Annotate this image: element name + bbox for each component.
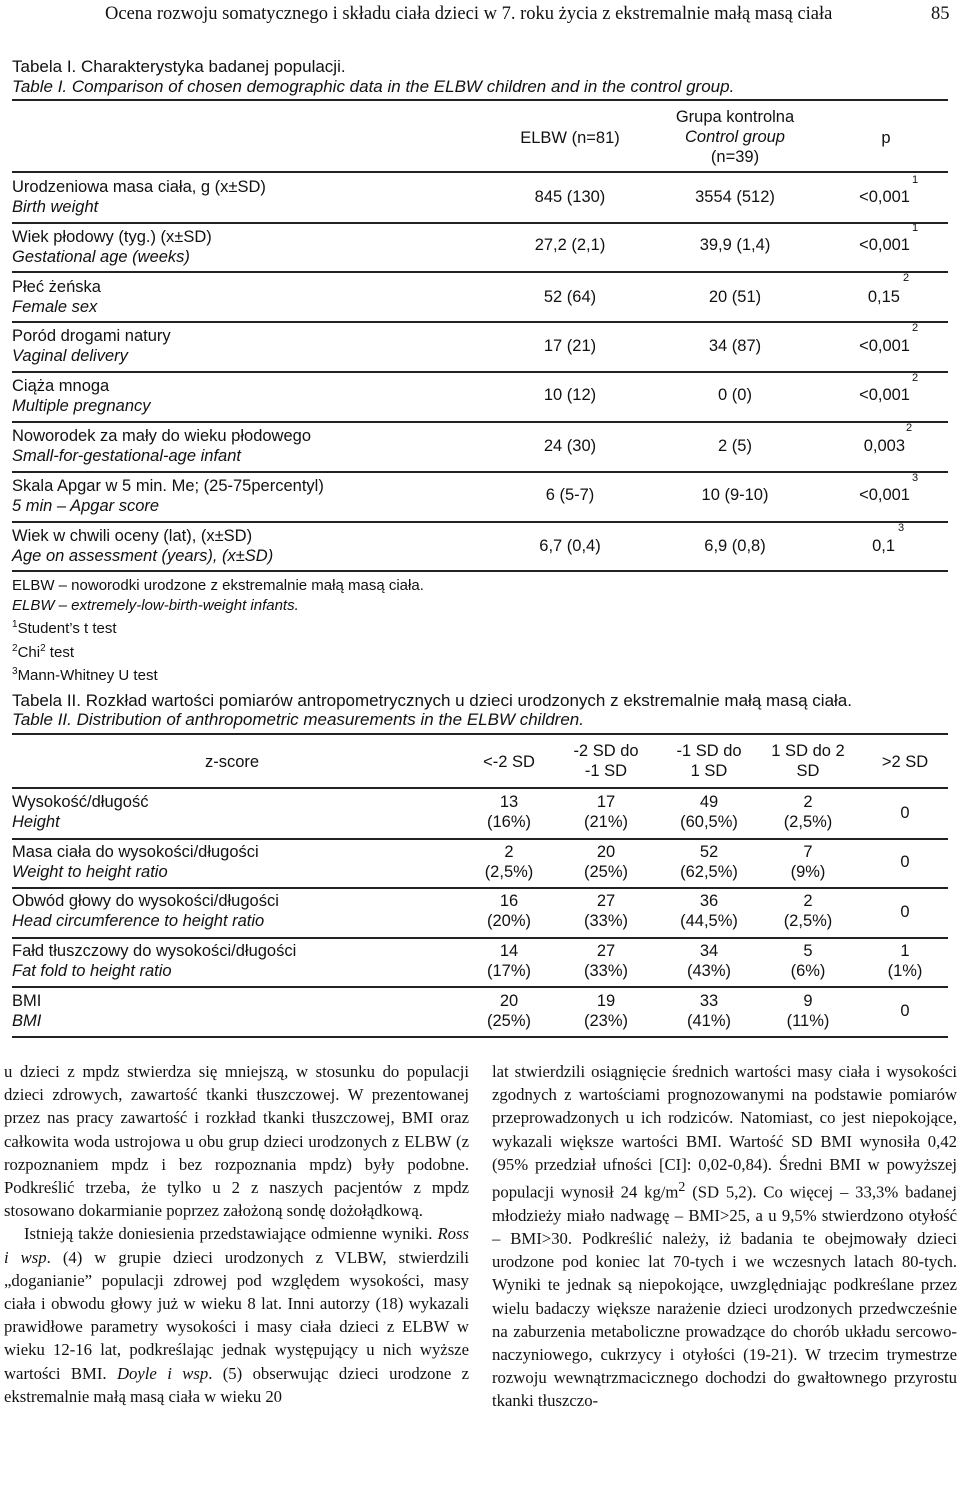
table1-cell-control: 0 (0) <box>718 386 752 404</box>
table2-cell <box>850 902 960 922</box>
row-label-en: Fat fold to height ratio <box>12 962 172 980</box>
row-label-en: Small-for-gestational-age infant <box>12 447 241 465</box>
footnote-text: Chi <box>17 643 41 661</box>
cell-percent: (25%) <box>486 1012 531 1030</box>
footnote-abbr-en: ELBW – extremely-low-birth-weight infants. <box>12 596 299 614</box>
cell-count: 19 <box>596 992 616 1010</box>
row-label-pl: Urodzeniowa masa ciała, g (x±SD) <box>12 178 266 196</box>
row-label-en: BMI <box>12 1012 42 1030</box>
table1-cell-control: 6,9 (0,8) <box>704 537 766 555</box>
table1-test-marker: 1 <box>912 222 919 234</box>
table2-caption-pl: Tabela II. Rozkład wartości pomiarów antropometrycznych u dzieci urodzonych z ekstremalnie małą masą ciała. <box>12 691 852 710</box>
cell-count: 2 <box>803 892 813 910</box>
table2-header-c5: >2 SD <box>881 753 929 771</box>
table2-cell <box>454 792 564 832</box>
cell-percent: (2,5%) <box>783 813 833 831</box>
cell-percent: (20%) <box>486 912 531 930</box>
header-line: -1 SD <box>584 762 628 780</box>
text-run: . (4) w grupie dzieci urodzonych z VLBW, stwierdzili „doganianie” populacji zdrowej pod względem wysokości, masy ciała i obwodu głowy już w wieku 8 lat. Inni autorzy (18) wykazali prawidłowe parametry wysokości i masy ciała dzieci z ELBW w wieku 12-16 lat, podkreślając jednak występujący u nich wyższe wartości BMI. <box>4 1247 469 1383</box>
cell-count: 0 <box>900 903 910 921</box>
table2-header-rule <box>12 787 948 789</box>
table2-cell <box>454 891 564 931</box>
table1-top-rule <box>12 99 948 101</box>
text-run: lat stwierdzili osiągnięcie średnich wartości masy ciała i wysokości zgodnych z wartościami prognozowanymi na podstawie pomiarów przeprowadzonych u ich rodziców. Natomiast, co jest niepokojące, wykazali większe wartości BMI. Wartość SD BMI wynosiła 0,42 (95% przedział ufności [CI]: 0,02-0,84). Średni BMI w powyższej populacji wynosił 24 kg/m <box>492 1062 957 1202</box>
cell-count: 14 <box>499 942 519 960</box>
table1-row-label <box>12 277 101 317</box>
table1-test-marker: 1 <box>912 174 919 186</box>
footnote-test-3 <box>12 662 424 686</box>
row-label-pl: Wiek płodowy (tyg.) (x±SD) <box>12 228 212 246</box>
table1-cell-p: 0,003 <box>863 437 905 455</box>
table1-test-marker: 3 <box>898 522 905 534</box>
table2-cell <box>753 792 863 832</box>
cell-percent: (6%) <box>790 962 826 980</box>
row-label-pl: BMI <box>12 992 42 1010</box>
table2-bottom-rule <box>12 1036 948 1038</box>
cell-count: 5 <box>803 942 813 960</box>
cell-count: 20 <box>499 992 519 1010</box>
text-run: . (5) obserwując dzieci urodzone z ekstremalnie małą masą ciała w wieku 20 <box>4 1363 470 1406</box>
row-label-en: Height <box>12 813 60 831</box>
header-line: 1 SD do 2 <box>771 742 845 760</box>
table2-row-rule <box>12 887 948 889</box>
footnote-marker: 3 <box>12 666 18 678</box>
cell-percent: (16%) <box>486 813 531 831</box>
table2-row-rule <box>12 937 948 939</box>
table1-row-label <box>12 326 171 366</box>
table1-header-p: p <box>881 129 891 147</box>
cell-count: 27 <box>596 892 616 910</box>
footnote-test-1 <box>12 615 424 639</box>
text-run: (SD 5,2). Co więcej – 33,3% badanej młodzieży miało nadwagę – BMI>25, a u 9,5% stwierdzono otyłość – BMI>30. Podkreślić należy, iż badania te obejmowały dzieci urodzone pod koniec lat 70-tych i we wczesnych latach 80-tych. Wyniki te jednak są niepokojące, uwzględniając podkreślane przez wielu badaczy większe narażenie dzieci urodzonych przedwcześnie na zaburzenia metaboliczne prowadzące do chorób układu sercowo-naczyniowego, cukrzycy i otyłości (19-21). W trzecim trymestrze rozwoju wewnątrzmacicznego dochodzi do gwałtownego przyrostu tkanki tłuszczo- <box>492 1182 957 1411</box>
cell-percent: (62,5%) <box>680 863 738 881</box>
header-line: SD <box>796 762 820 780</box>
cell-percent: (1%) <box>887 962 923 980</box>
row-label-en: Gestational age (weeks) <box>12 248 190 266</box>
running-title: Ocena rozwoju somatycznego i składu ciała dzieci w 7. roku życia z ekstremalnie małą masą ciała <box>105 4 833 24</box>
table1-cell-p: <0,001 <box>859 337 910 355</box>
body-column-right <box>492 1060 957 1413</box>
cell-percent: (33%) <box>583 912 628 930</box>
table2-cell <box>654 991 764 1031</box>
cell-count: 20 <box>596 843 616 861</box>
row-label-pl: Płeć żeńska <box>12 278 101 296</box>
cell-percent: (33%) <box>583 962 628 980</box>
table1-row-rule <box>12 471 948 473</box>
cell-count: 33 <box>699 992 719 1010</box>
cell-count: 34 <box>699 942 719 960</box>
page-number: 85 <box>931 4 950 24</box>
table2-header-c4 <box>753 741 863 781</box>
table1-cell-elbw: 27,2 (2,1) <box>534 236 606 254</box>
cell-count: 7 <box>803 843 813 861</box>
body-column-left <box>4 1060 469 1408</box>
table1-header-control-n: (n=39) <box>710 148 760 166</box>
row-label-en: Weight to height ratio <box>12 863 168 881</box>
table1-header-control-en: Control group <box>685 128 785 146</box>
table1-cell-elbw: 6,7 (0,4) <box>539 537 601 555</box>
table1-cell-control: 3554 (512) <box>695 188 775 206</box>
table2-cell <box>654 792 764 832</box>
row-label-en: 5 min – Apgar score <box>12 497 160 515</box>
table2-cell <box>654 842 764 882</box>
row-label-pl: Masa ciała do wysokości/długości <box>12 843 259 861</box>
table1-row-rule <box>12 271 948 273</box>
cell-percent: (25%) <box>583 863 628 881</box>
table1-cell-p: <0,001 <box>859 386 910 404</box>
table2-top-rule <box>12 733 948 735</box>
row-label-en: Head circumference to height ratio <box>12 912 265 930</box>
footnote-text: Mann-Whitney U test <box>17 667 158 685</box>
table1-test-marker: 3 <box>912 472 919 484</box>
table2-row-label <box>12 891 279 931</box>
table2-row-rule <box>12 986 948 988</box>
table1-cell-elbw: 24 (30) <box>543 437 597 455</box>
cell-percent: (2,5%) <box>783 912 833 930</box>
table1-cell-elbw: 10 (12) <box>543 386 597 404</box>
table1-cell-p: <0,001 <box>859 236 910 254</box>
cell-percent: (11%) <box>786 1012 830 1030</box>
cell-percent: (60,5%) <box>680 813 738 831</box>
row-label-pl: Fałd tłuszczowy do wysokości/długości <box>12 942 297 960</box>
table1-cell-control: 34 (87) <box>708 337 762 355</box>
table1-header-elbw: ELBW (n=81) <box>520 129 620 147</box>
table2-cell <box>850 803 960 823</box>
table2-cell <box>454 842 564 882</box>
table2-cell <box>753 991 863 1031</box>
table1-cell-p: 0,1 <box>872 537 895 555</box>
text-run: Istnieją także doniesienia przedstawiające odmienne wyniki. <box>24 1224 438 1244</box>
header-line: 1 SD <box>690 762 728 780</box>
table2-row-label <box>12 991 41 1031</box>
table1-header-rule <box>12 171 948 173</box>
table2-cell <box>551 792 661 832</box>
header-line: -1 SD do <box>676 742 742 760</box>
table2-cell <box>753 941 863 981</box>
table1-row-label <box>12 376 151 416</box>
table2-cell <box>654 891 764 931</box>
table2-header-c2 <box>551 741 661 781</box>
table1-cell-control: 2 (5) <box>718 437 752 455</box>
cell-count: 0 <box>900 804 910 822</box>
table1-header-control <box>655 107 815 167</box>
table1-caption-pl: Tabela I. Charakterystyka badanej populacji. <box>12 57 346 76</box>
table1-test-marker: 2 <box>903 272 910 284</box>
cell-count: 0 <box>900 853 910 871</box>
table2-cell <box>850 1001 960 1021</box>
table1-row-label <box>12 177 266 217</box>
table2-cell <box>551 991 661 1031</box>
footnote-marker: 2 <box>12 642 18 654</box>
table2-cell <box>850 852 960 872</box>
footnote-abbr-pl: ELBW – noworodki urodzone z ekstremalnie małą masą ciała. <box>12 577 424 594</box>
cell-count: 1 <box>900 942 910 960</box>
table1-row-rule <box>12 521 948 523</box>
cell-count: 13 <box>499 793 519 811</box>
cell-percent: (44,5%) <box>680 912 738 930</box>
row-label-en: Female sex <box>12 298 98 316</box>
citation-author: Doyle i wsp <box>116 1363 209 1383</box>
cell-percent: (43%) <box>686 962 731 980</box>
table1-cell-p: <0,001 <box>859 486 910 504</box>
row-label-en: Multiple pregnancy <box>12 397 151 415</box>
row-label-pl: Noworodek za mały do wieku płodowego <box>12 427 311 445</box>
table1-bottom-rule <box>12 570 948 572</box>
table2-row-label <box>12 842 259 882</box>
table1-header-control-pl: Grupa kontrolna <box>675 108 795 126</box>
table2-cell <box>551 891 661 931</box>
row-label-pl: Skala Apgar w 5 min. Me; (25-75percentyl) <box>12 477 324 495</box>
cell-percent: (9%) <box>790 863 826 881</box>
row-label-pl: Ciąża mnoga <box>12 377 110 395</box>
cell-count: 52 <box>699 843 719 861</box>
cell-percent: (23%) <box>583 1012 628 1030</box>
running-header <box>0 0 960 32</box>
table1-cell-p: 0,15 <box>867 288 900 306</box>
table1-row-label <box>12 476 324 516</box>
table2-cell <box>850 941 960 981</box>
table2-cell <box>654 941 764 981</box>
table1-cell-elbw: 845 (130) <box>534 188 606 206</box>
cell-count: 2 <box>504 843 514 861</box>
table1-test-marker: 2 <box>912 372 919 384</box>
table1-row-label <box>12 426 311 466</box>
table1-footnotes <box>12 576 424 686</box>
superscript: 2 <box>678 1180 686 1196</box>
table1-row-rule <box>12 371 948 373</box>
cell-percent: (41%) <box>686 1012 731 1030</box>
table2-row-label <box>12 941 296 981</box>
row-label-pl: Poród drogami natury <box>12 327 171 345</box>
table1-caption-en: Table I. Comparison of chosen demographic data in the ELBW children and in the control group. <box>12 77 735 96</box>
cell-count: 9 <box>803 992 813 1010</box>
table2-header-zscore: z-score <box>205 753 260 771</box>
row-label-pl: Obwód głowy do wysokości/długości <box>12 892 279 910</box>
table2-caption-en: Table II. Distribution of anthropometric measurements in the ELBW children. <box>12 710 584 729</box>
table2-cell <box>551 842 661 882</box>
table1-test-marker: 2 <box>912 322 919 334</box>
paragraph <box>4 1222 469 1408</box>
table2-row-label <box>12 792 149 832</box>
paragraph: u dzieci z mpdz stwierdza się mniejszą, w stosunku do populacji dzieci zdrowych, zawartość tkanki tłuszczowej. W prezentowanej przez nas pracy zawartość i rozkład tkanki tłuszczowej, BMI oraz całkowita woda ustrojowa u obu grup dzieci urodzonych z ELBW (z rozpoznaniem mpdz i bez rozpoznania mpdz) były podobne. Podkreślić trzeba, że tylko u 2 z naszych pacjentów z mpdz stosowano dokarmianie poprzez założoną sondę dożołądkową. <box>4 1062 469 1221</box>
citation-author: Ross i wsp <box>4 1224 469 1267</box>
cell-count: 2 <box>803 793 813 811</box>
cell-count: 49 <box>699 793 719 811</box>
cell-count: 17 <box>596 793 616 811</box>
footnote-test-2 <box>12 639 424 663</box>
table1-cell-elbw: 52 (64) <box>543 288 597 306</box>
table2-cell <box>551 941 661 981</box>
footnote-superscript: 2 <box>40 642 46 654</box>
table2-cell <box>753 891 863 931</box>
row-label-en: Birth weight <box>12 198 99 216</box>
table2-cell <box>454 991 564 1031</box>
row-label-pl: Wysokość/długość <box>12 793 149 811</box>
table1-cell-p: <0,001 <box>859 188 910 206</box>
table1-row-rule <box>12 421 948 423</box>
cell-percent: (17%) <box>486 962 531 980</box>
cell-count: 0 <box>900 1002 910 1020</box>
cell-percent: (21%) <box>583 813 628 831</box>
table2-header-c1: <-2 SD <box>483 753 535 771</box>
footnote-text: Student’s t test <box>17 620 117 638</box>
footnote-text: test <box>45 643 74 661</box>
table1-cell-elbw: 6 (5-7) <box>545 486 595 504</box>
table2-cell <box>454 941 564 981</box>
table1-test-marker: 2 <box>906 422 913 434</box>
row-label-pl: Wiek w chwili oceny (lat), (x±SD) <box>12 527 253 545</box>
table2-cell <box>753 842 863 882</box>
table2-row-rule <box>12 838 948 840</box>
cell-count: 27 <box>596 942 616 960</box>
row-label-en: Age on assessment (years), (x±SD) <box>12 547 274 565</box>
table1-row-label <box>12 526 273 566</box>
paragraph <box>492 1060 957 1413</box>
cell-count: 36 <box>699 892 719 910</box>
table1-cell-elbw: 17 (21) <box>543 337 597 355</box>
cell-count: 16 <box>499 892 519 910</box>
table1-row-label <box>12 227 212 267</box>
table1-cell-control: 39,9 (1,4) <box>699 236 771 254</box>
cell-percent: (2,5%) <box>484 863 534 881</box>
table2-header-c3 <box>654 741 764 781</box>
table1-cell-control: 10 (9-10) <box>701 486 769 504</box>
row-label-en: Vaginal delivery <box>12 347 128 365</box>
header-line: -2 SD do <box>573 742 639 760</box>
footnote-marker: 1 <box>12 619 18 631</box>
table1-cell-control: 20 (51) <box>708 288 762 306</box>
table1-row-rule <box>12 321 948 323</box>
table1-row-rule <box>12 222 948 224</box>
